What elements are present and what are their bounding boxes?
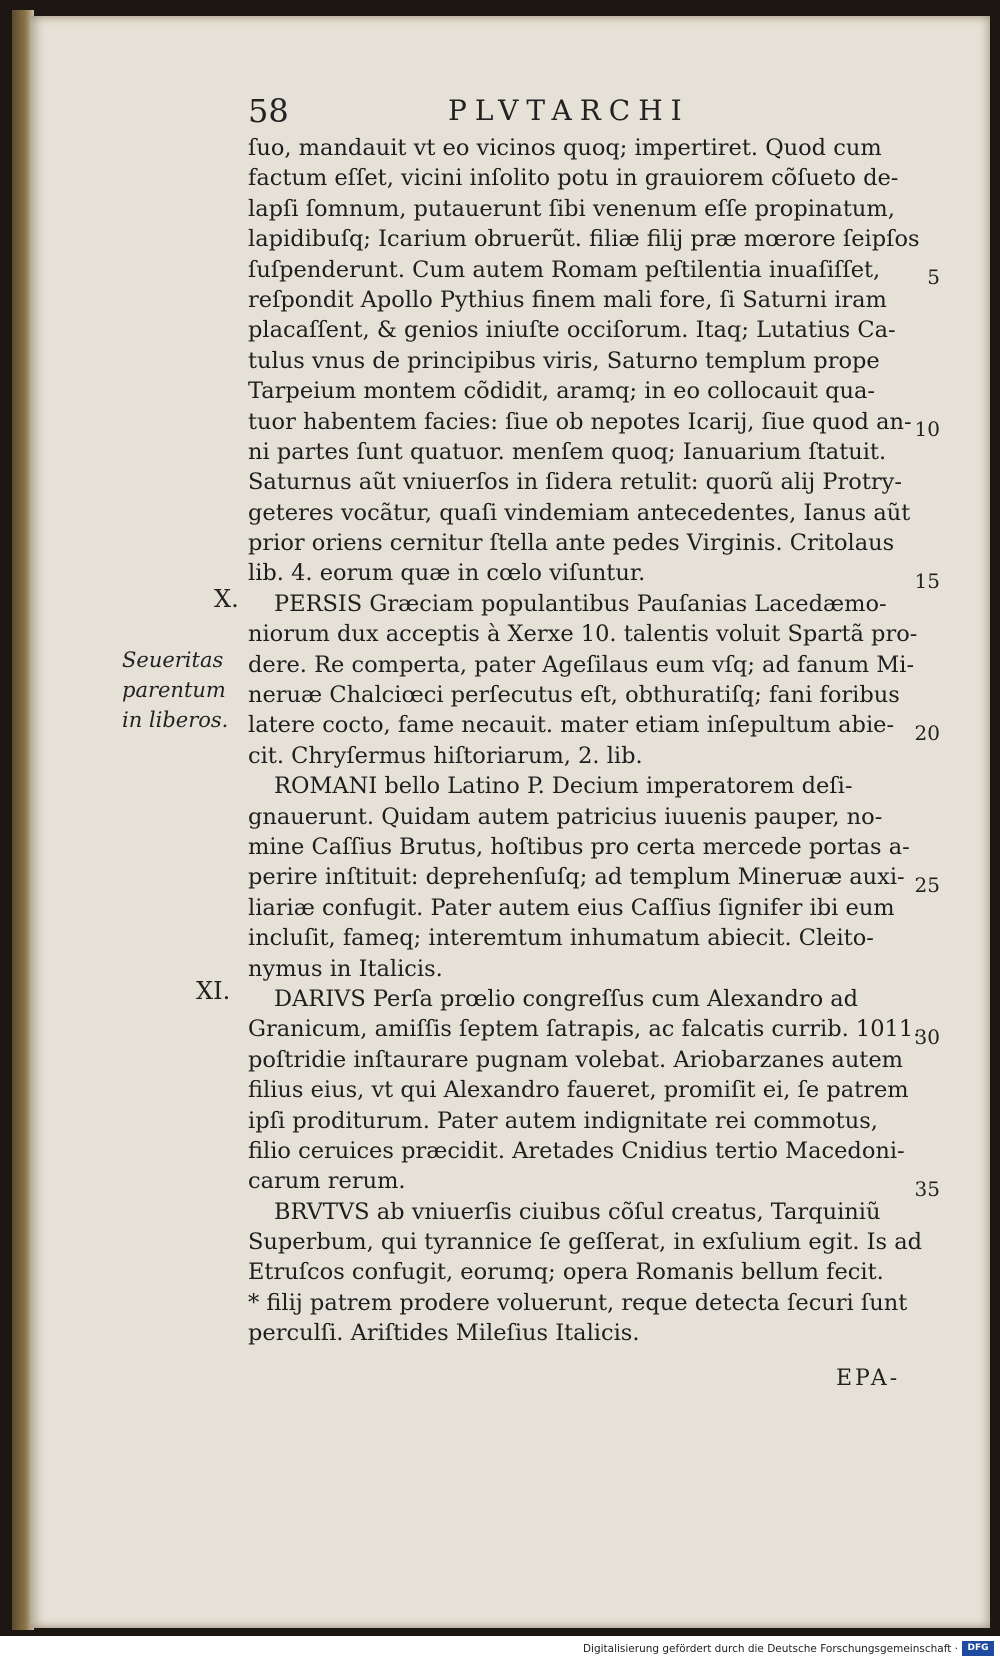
text-line: incluſit, fameq; interemtum inhumatum abiecit. Cleito- bbox=[248, 925, 874, 952]
line-number: 20 bbox=[914, 721, 940, 745]
text-line: lib. 4. eorum quæ in cœlo viſuntur. bbox=[248, 560, 646, 587]
text-line: neruæ Chalciœci perſecutus eſt, obthuratiſq; fani foribus bbox=[248, 682, 900, 709]
margin-note-line: Seueritas bbox=[122, 648, 224, 672]
line-number: 10 bbox=[914, 417, 940, 441]
text-line: latere cocto, fame necauit. mater etiam inſepultum abie- bbox=[248, 712, 895, 739]
section-number-xi: XI. bbox=[196, 977, 231, 1005]
text-line: perire inſtituit: deprehenſuſq; ad templum Mineruæ auxi- bbox=[248, 864, 905, 891]
text-line: ſuo, mandauit vt eo vicinos quoq; impertiret. Quod cum bbox=[248, 135, 882, 161]
text-line: niorum dux acceptis à Xerxe 10. talentis voluit Spartã pro- bbox=[248, 621, 918, 648]
text-line: factum eſſet, vicini inſolito potu in grauiorem cõſueto de- bbox=[248, 165, 899, 192]
funding-credit: Digitalisierung gefördert durch die Deutsche Forschungsgemeinschaft · bbox=[582, 1643, 958, 1655]
text-line: tulus vnus de principibus viris, Saturno templum prope bbox=[248, 347, 880, 374]
paragraph-start-line: ROMANI bello Latino P. Decium imperatorem deſi- bbox=[274, 773, 853, 800]
text-line: lapidibuſq; Icarium obruerũt. filiæ filij præ mœrore ſeipſos bbox=[248, 226, 920, 253]
page-header bbox=[248, 92, 908, 132]
margin-note-line: parentum bbox=[122, 678, 226, 702]
section-number-x: X. bbox=[214, 585, 239, 613]
line-number: 25 bbox=[914, 873, 940, 897]
margin-note-line: in liberos. bbox=[122, 708, 229, 732]
text-line: mine Caſſius Brutus, hoſtibus pro certa mercede portas a- bbox=[248, 833, 910, 860]
text-line: perculſi. Ariſtides Mileſius Italicis. bbox=[248, 1320, 640, 1347]
line-number: 15 bbox=[914, 569, 940, 593]
text-line: ni partes ſunt quatuor. menſem quoq; Ianuarium ſtatuit. bbox=[248, 438, 887, 465]
text-line: filio ceruices præcidit. Aretades Cnidius tertio Macedoni- bbox=[248, 1137, 905, 1164]
line-number: 5 bbox=[927, 265, 940, 289]
text-line: placaſſent, & genios iniuſte occiſorum. Itaq; Lutatius Ca- bbox=[248, 317, 896, 344]
text-line: filius eius, vt qui Alexandro faueret, promiſit ei, ſe patrem bbox=[248, 1077, 909, 1104]
text-line: cit. Chryſermus hiſtoriarum, 2. lib. bbox=[248, 742, 643, 769]
text-line: * filij patrem prodere voluerunt, reque detecta ſecuri ſunt bbox=[248, 1289, 908, 1316]
line-number: 30 bbox=[914, 1025, 940, 1049]
dfg-logo: DFG bbox=[962, 1641, 994, 1656]
text-line: lapſi ſomnum, putauerunt ſibi venenum eſſe propinatum, bbox=[248, 195, 895, 222]
text-line: Saturnus aũt vniuerſos in ſidera retulit: quorũ alij Protry- bbox=[248, 469, 902, 496]
text-line: prior oriens cernitur ſtella ante pedes Virginis. Critolaus bbox=[248, 530, 895, 557]
main-text bbox=[248, 133, 923, 1349]
text-line: tuor habentem facies: ſiue ob nepotes Icarij, ſiue quod an- bbox=[248, 408, 912, 435]
text-line: nymus in Italicis. bbox=[248, 955, 443, 982]
text-line: Superbum, qui tyrannice ſe geſſerat, in exſulium egit. Is ad bbox=[248, 1229, 923, 1256]
text-line: dere. Re comperta, pater Ageſilaus eum vſq; ad fanum Mi- bbox=[248, 651, 915, 678]
text-line: gnauerunt. Quidam autem patricius iuuenis pauper, no- bbox=[248, 803, 883, 830]
page-number: 58 bbox=[248, 92, 289, 130]
text-line: reſpondit Apollo Pythius finem mali fore, ſi Saturni iram bbox=[248, 286, 887, 313]
catchword: EPA- bbox=[836, 1366, 901, 1391]
text-line: ſuſpenderunt. Cum autem Romam peſtilentia inuaſiſſet, bbox=[248, 256, 881, 283]
paragraph-start-line: PERSIS Græciam populantibus Pauſanias Lacedæmo- bbox=[274, 590, 887, 617]
text-line: liariæ confugit. Pater autem eius Caſſius ſignifer ibi eum bbox=[248, 894, 895, 921]
paragraph-start-line: BRVTVS ab vniuerſis ciuibus cõſul creatus, Tarquiniũ bbox=[274, 1198, 881, 1225]
margin-note bbox=[122, 645, 242, 735]
text-line: carum rerum. bbox=[248, 1168, 406, 1195]
footer-bar bbox=[0, 1636, 1000, 1661]
text-line: ipſi proditurum. Pater autem indignitate rei commotus, bbox=[248, 1107, 878, 1134]
running-title: PLVTARCHI bbox=[448, 94, 690, 127]
text-line: Granicum, amiſſis ſeptem ſatrapis, ac falcatis currib. 1011. bbox=[248, 1016, 921, 1043]
text-line: Tarpeium montem cõdidit, aramq; in eo collocauit qua- bbox=[248, 378, 876, 405]
line-number: 35 bbox=[914, 1177, 940, 1201]
paragraph-start-line: DARIVS Perſa prœlio congreſſus cum Alexandro ad bbox=[274, 985, 859, 1012]
text-line: Etruſcos confugit, eorumq; opera Romanis bellum fecit. bbox=[248, 1259, 884, 1286]
text-line: poſtridie inſtaurare pugnam volebat. Ariobarzanes autem bbox=[248, 1046, 904, 1073]
text-line: geteres vocãtur, quaſi vindemiam antecedentes, Ianus aũt bbox=[248, 499, 911, 526]
